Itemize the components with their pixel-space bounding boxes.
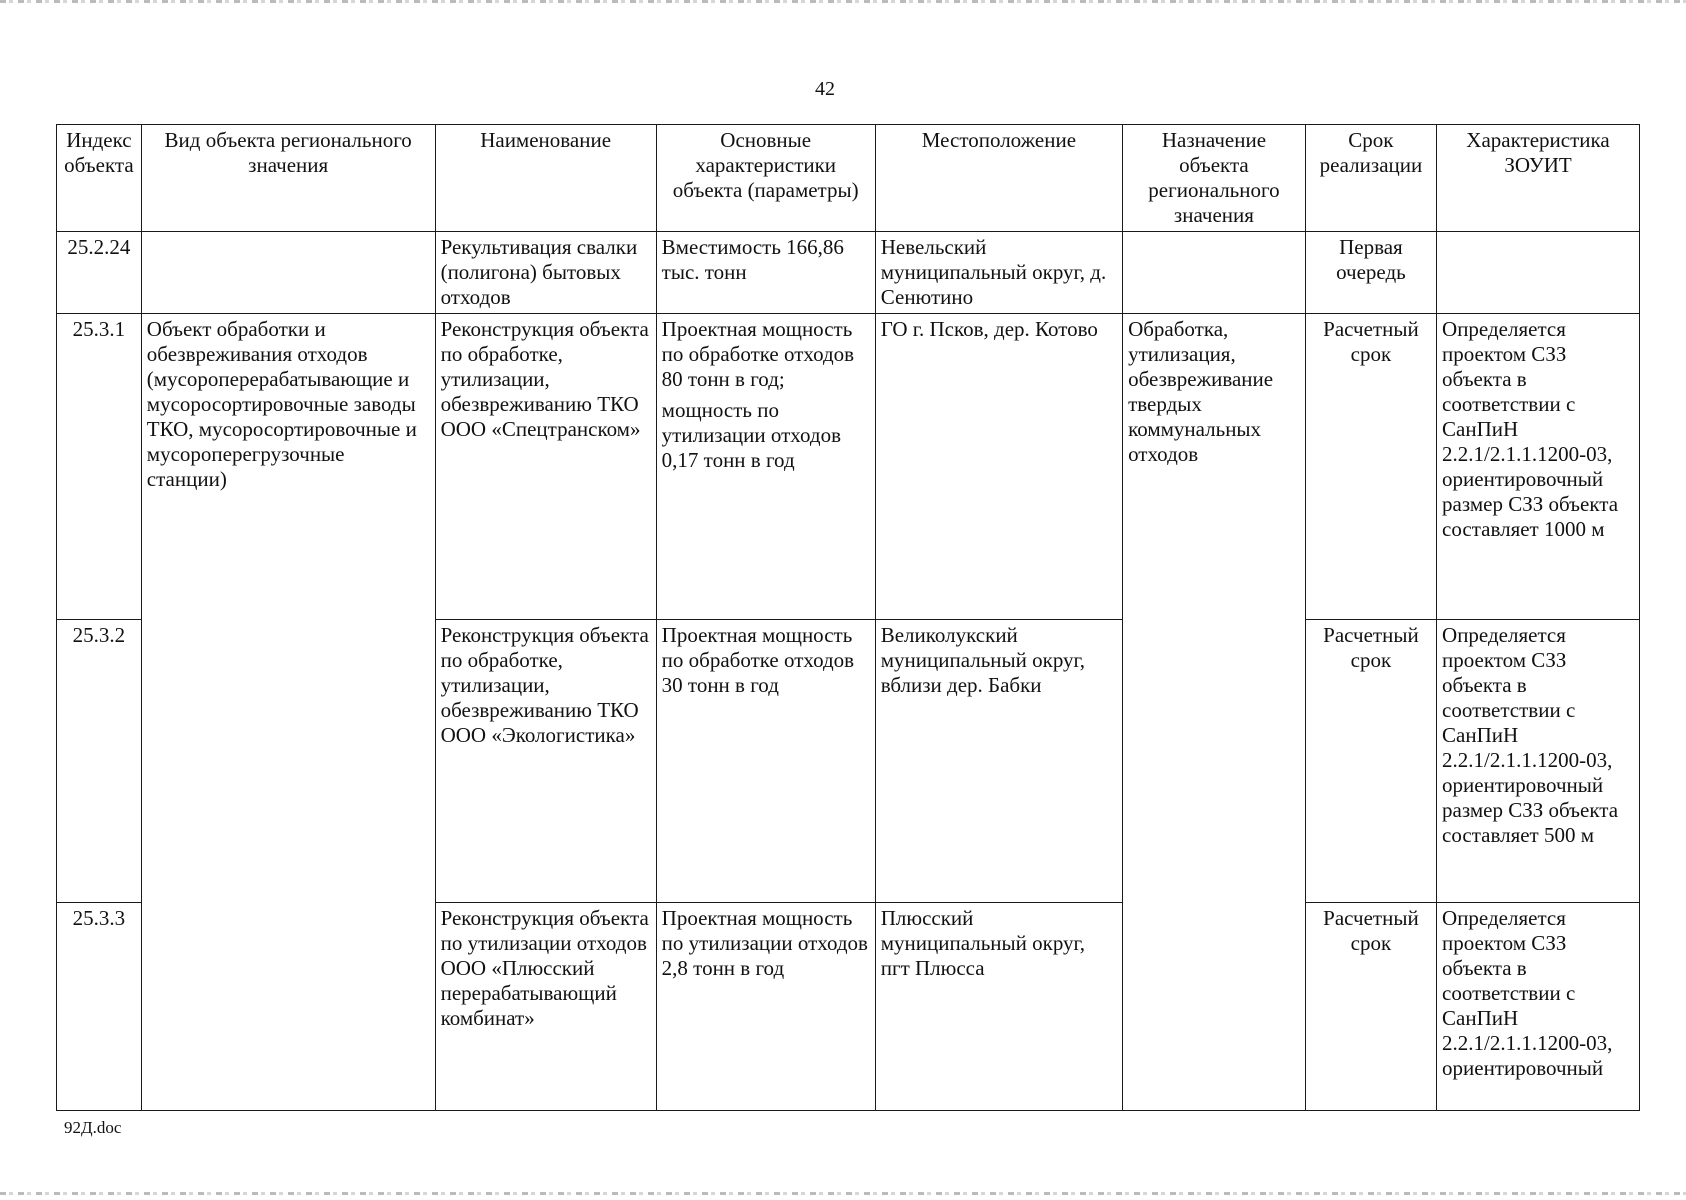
cell-term: Первая очередь [1305, 232, 1436, 314]
cell-params-line: Проектная мощность по утилизации отходов 2,8 тонн в год [661, 906, 868, 980]
cell-type [141, 232, 435, 314]
col-header-name: Наименование [435, 125, 656, 232]
scan-edge-bottom [0, 1192, 1686, 1195]
table-row [57, 232, 1640, 314]
table-header-row [57, 125, 1640, 232]
cell-zouit [1437, 232, 1640, 314]
cell-location: Плюсский муниципальный округ, пгт Плюсса [875, 903, 1122, 1111]
cell-params [656, 903, 875, 1111]
objects-table [56, 124, 1640, 1111]
page-number: 42 [815, 78, 835, 100]
cell-index: 25.3.3 [57, 903, 142, 1111]
cell-index: 25.3.2 [57, 620, 142, 903]
cell-params-line: Проектная мощность по обработке отходов 30 тонн в год [661, 623, 855, 697]
cell-zouit: Определяется проектом СЗЗ объекта в соответствии с СанПиН 2.2.1/2.1.1.1200-03, ориентировочный [1437, 903, 1640, 1111]
cell-purpose [1123, 232, 1306, 314]
cell-params [656, 620, 875, 903]
cell-zouit: Определяется проектом СЗЗ объекта в соответствии с СанПиН 2.2.1/2.1.1.1200-03, ориентировочный размер СЗЗ объекта составляет 1000 м [1437, 314, 1640, 620]
file-name-footer: 92Д.doc [64, 1118, 122, 1137]
cell-params-line: Вместимость 166,86 тыс. тонн [661, 235, 844, 284]
table-row [57, 314, 1640, 620]
col-header-index: Индекс объекта [57, 125, 142, 232]
col-header-location: Местоположение [875, 125, 1122, 232]
col-header-params: Основные характеристики объекта (параметры) [656, 125, 875, 232]
cell-name: Рекультивация свалки (полигона) бытовых отходов [435, 232, 656, 314]
col-header-type: Вид объекта регионального значения [141, 125, 435, 232]
cell-params-line: мощность по утилизации отходов 0,17 тонн в год [661, 398, 841, 472]
col-header-purpose: Назначение объекта регионального значения [1123, 125, 1306, 232]
cell-location: ГО г. Псков, дер. Котово [875, 314, 1122, 620]
cell-params [656, 232, 875, 314]
cell-purpose: Обработка, утилизация, обезвреживание твердых коммунальных отходов [1123, 314, 1306, 1111]
cell-name: Реконструкция объекта по утилизации отходов ООО «Плюсский перерабатывающий комбинат» [435, 903, 656, 1111]
cell-term: Расчетный срок [1305, 620, 1436, 903]
scan-edge-top [0, 0, 1686, 3]
cell-term: Расчетный срок [1305, 903, 1436, 1111]
cell-name: Реконструкция объекта по обработке, утилизации, обезвреживанию ТКО ООО «Экологистика» [435, 620, 656, 903]
col-header-term: Срок реализации [1305, 125, 1436, 232]
cell-location: Невельский муниципальный округ, д. Сенютино [875, 232, 1122, 314]
cell-term: Расчетный срок [1305, 314, 1436, 620]
cell-params-line: Проектная мощность по обработке отходов 80 тонн в год; [661, 317, 855, 391]
cell-type: Объект обработки и обезвреживания отходов (мусороперерабатывающие и мусоросортировочные заводы ТКО, мусоросортировочные и мусороперегрузочные станции) [141, 314, 435, 1111]
cell-location: Великолукский муниципальный округ, вблизи дер. Бабки [875, 620, 1122, 903]
cell-index: 25.2.24 [57, 232, 142, 314]
cell-name: Реконструкция объекта по обработке, утилизации, обезвреживанию ТКО ООО «Спецтранском» [435, 314, 656, 620]
col-header-zouit: Характеристика ЗОУИТ [1437, 125, 1640, 232]
cell-index: 25.3.1 [57, 314, 142, 620]
cell-params [656, 314, 875, 620]
cell-zouit: Определяется проектом СЗЗ объекта в соответствии с СанПиН 2.2.1/2.1.1.1200-03, ориентировочный размер СЗЗ объекта составляет 500 м [1437, 620, 1640, 903]
